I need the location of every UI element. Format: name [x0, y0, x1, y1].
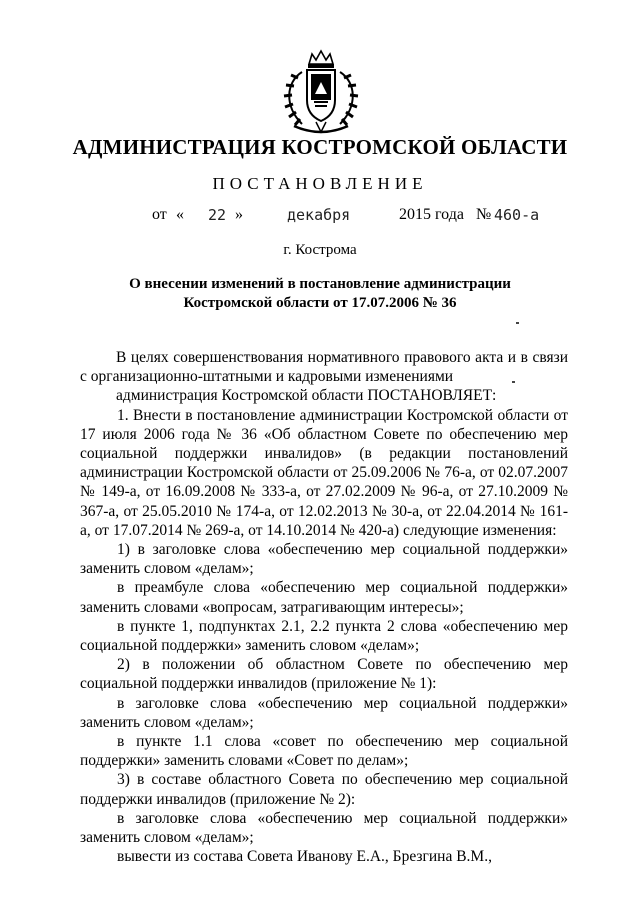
date-month: декабря [287, 206, 351, 224]
date-open-quote: « [176, 206, 184, 223]
document-body [80, 348, 568, 866]
body-paragraph: в заголовке слова «обеспечению мер социальной поддержки» заменить словом «делам»; [80, 694, 568, 731]
body-paragraph: 1) в заголовке слова «обеспечению мер социальной поддержки» заменить словом «делам»; [80, 541, 568, 578]
date-prefix: от [152, 206, 167, 223]
document-subject [100, 275, 540, 313]
subject-line-1: О внесении изменений в постановление администрации [129, 276, 511, 292]
body-paragraph: 2) в положении об областном Совете по обеспечению мер социальной поддержки инвалидов (приложение № 1): [80, 656, 568, 693]
coat-of-arms-icon [272, 48, 370, 136]
scan-speck [516, 322, 519, 324]
organization-title: АДМИНИСТРАЦИЯ КОСТРОМСКОЙ ОБЛАСТИ [72, 135, 568, 159]
date-line [0, 206, 640, 228]
body-paragraph: В целях совершенствования нормативного правового акта и в связи с организационно-штатными и кадровыми изменениями [80, 349, 568, 386]
date-close-quote: » [235, 206, 243, 223]
body-paragraph: администрация Костромской области ПОСТАНОВЛЯЕТ: [116, 387, 497, 405]
body-paragraph: в пункте 1, подпунктах 2.1, 2.2 пункта 2 слова «обеспечению мер социальной поддержки» заменить словом «делам»; [80, 617, 568, 655]
body-paragraph: 1. Внести в постановление администрации Костромской области от 17 июля 2006 года № 36 «Об областном Совете по обеспечению мер социальной поддержки инвалидов» (в редакции постановлений администрации Костромской области от 25.09.2006 № 76-а, от 02.07.2007 № 149-а, от 16.09.2008 № 333-а, от 27.02.2009 № 96-а, от 27.10.2009 № 367-а, от 25.05.2010 № 174-а, от 12.02.2013 № 30-а, от 22.04.2014 № 161-а, от 17.07.2014 № 269-а, от 14.10.2014 № 420-а) следующие изменения: [80, 406, 568, 539]
body-paragraph: в преамбуле слова «обеспечению мер социальной поддержки» заменить словами «вопросам, затрагивающим интересы»; [80, 579, 568, 616]
document-place: г. Кострома [283, 242, 357, 258]
body-paragraph: вывести из состава Совета Иванову Е.А., Брезгина В.М., [117, 848, 492, 866]
body-paragraph: в пункте 1.1 слова «совет по обеспечению мер социальной поддержки» заменить словами «Совет по делам»; [80, 733, 568, 770]
document-number: 460-а [494, 206, 540, 224]
subject-line-2: Костромской области от 17.07.2006 № 36 [183, 295, 457, 311]
date-year: 2015 года [399, 206, 464, 223]
number-sign: № [476, 206, 492, 223]
body-paragraph: 3) в составе областного Совета по обеспечению мер социальной поддержки инвалидов (приложение № 2): [80, 771, 568, 808]
body-paragraph: в заголовке слова «обеспечению мер социальной поддержки» заменить словом «делам»; [80, 809, 568, 847]
date-day: 22 [208, 206, 227, 224]
document-type: ПОСТАНОВЛЕНИЕ [212, 174, 428, 193]
